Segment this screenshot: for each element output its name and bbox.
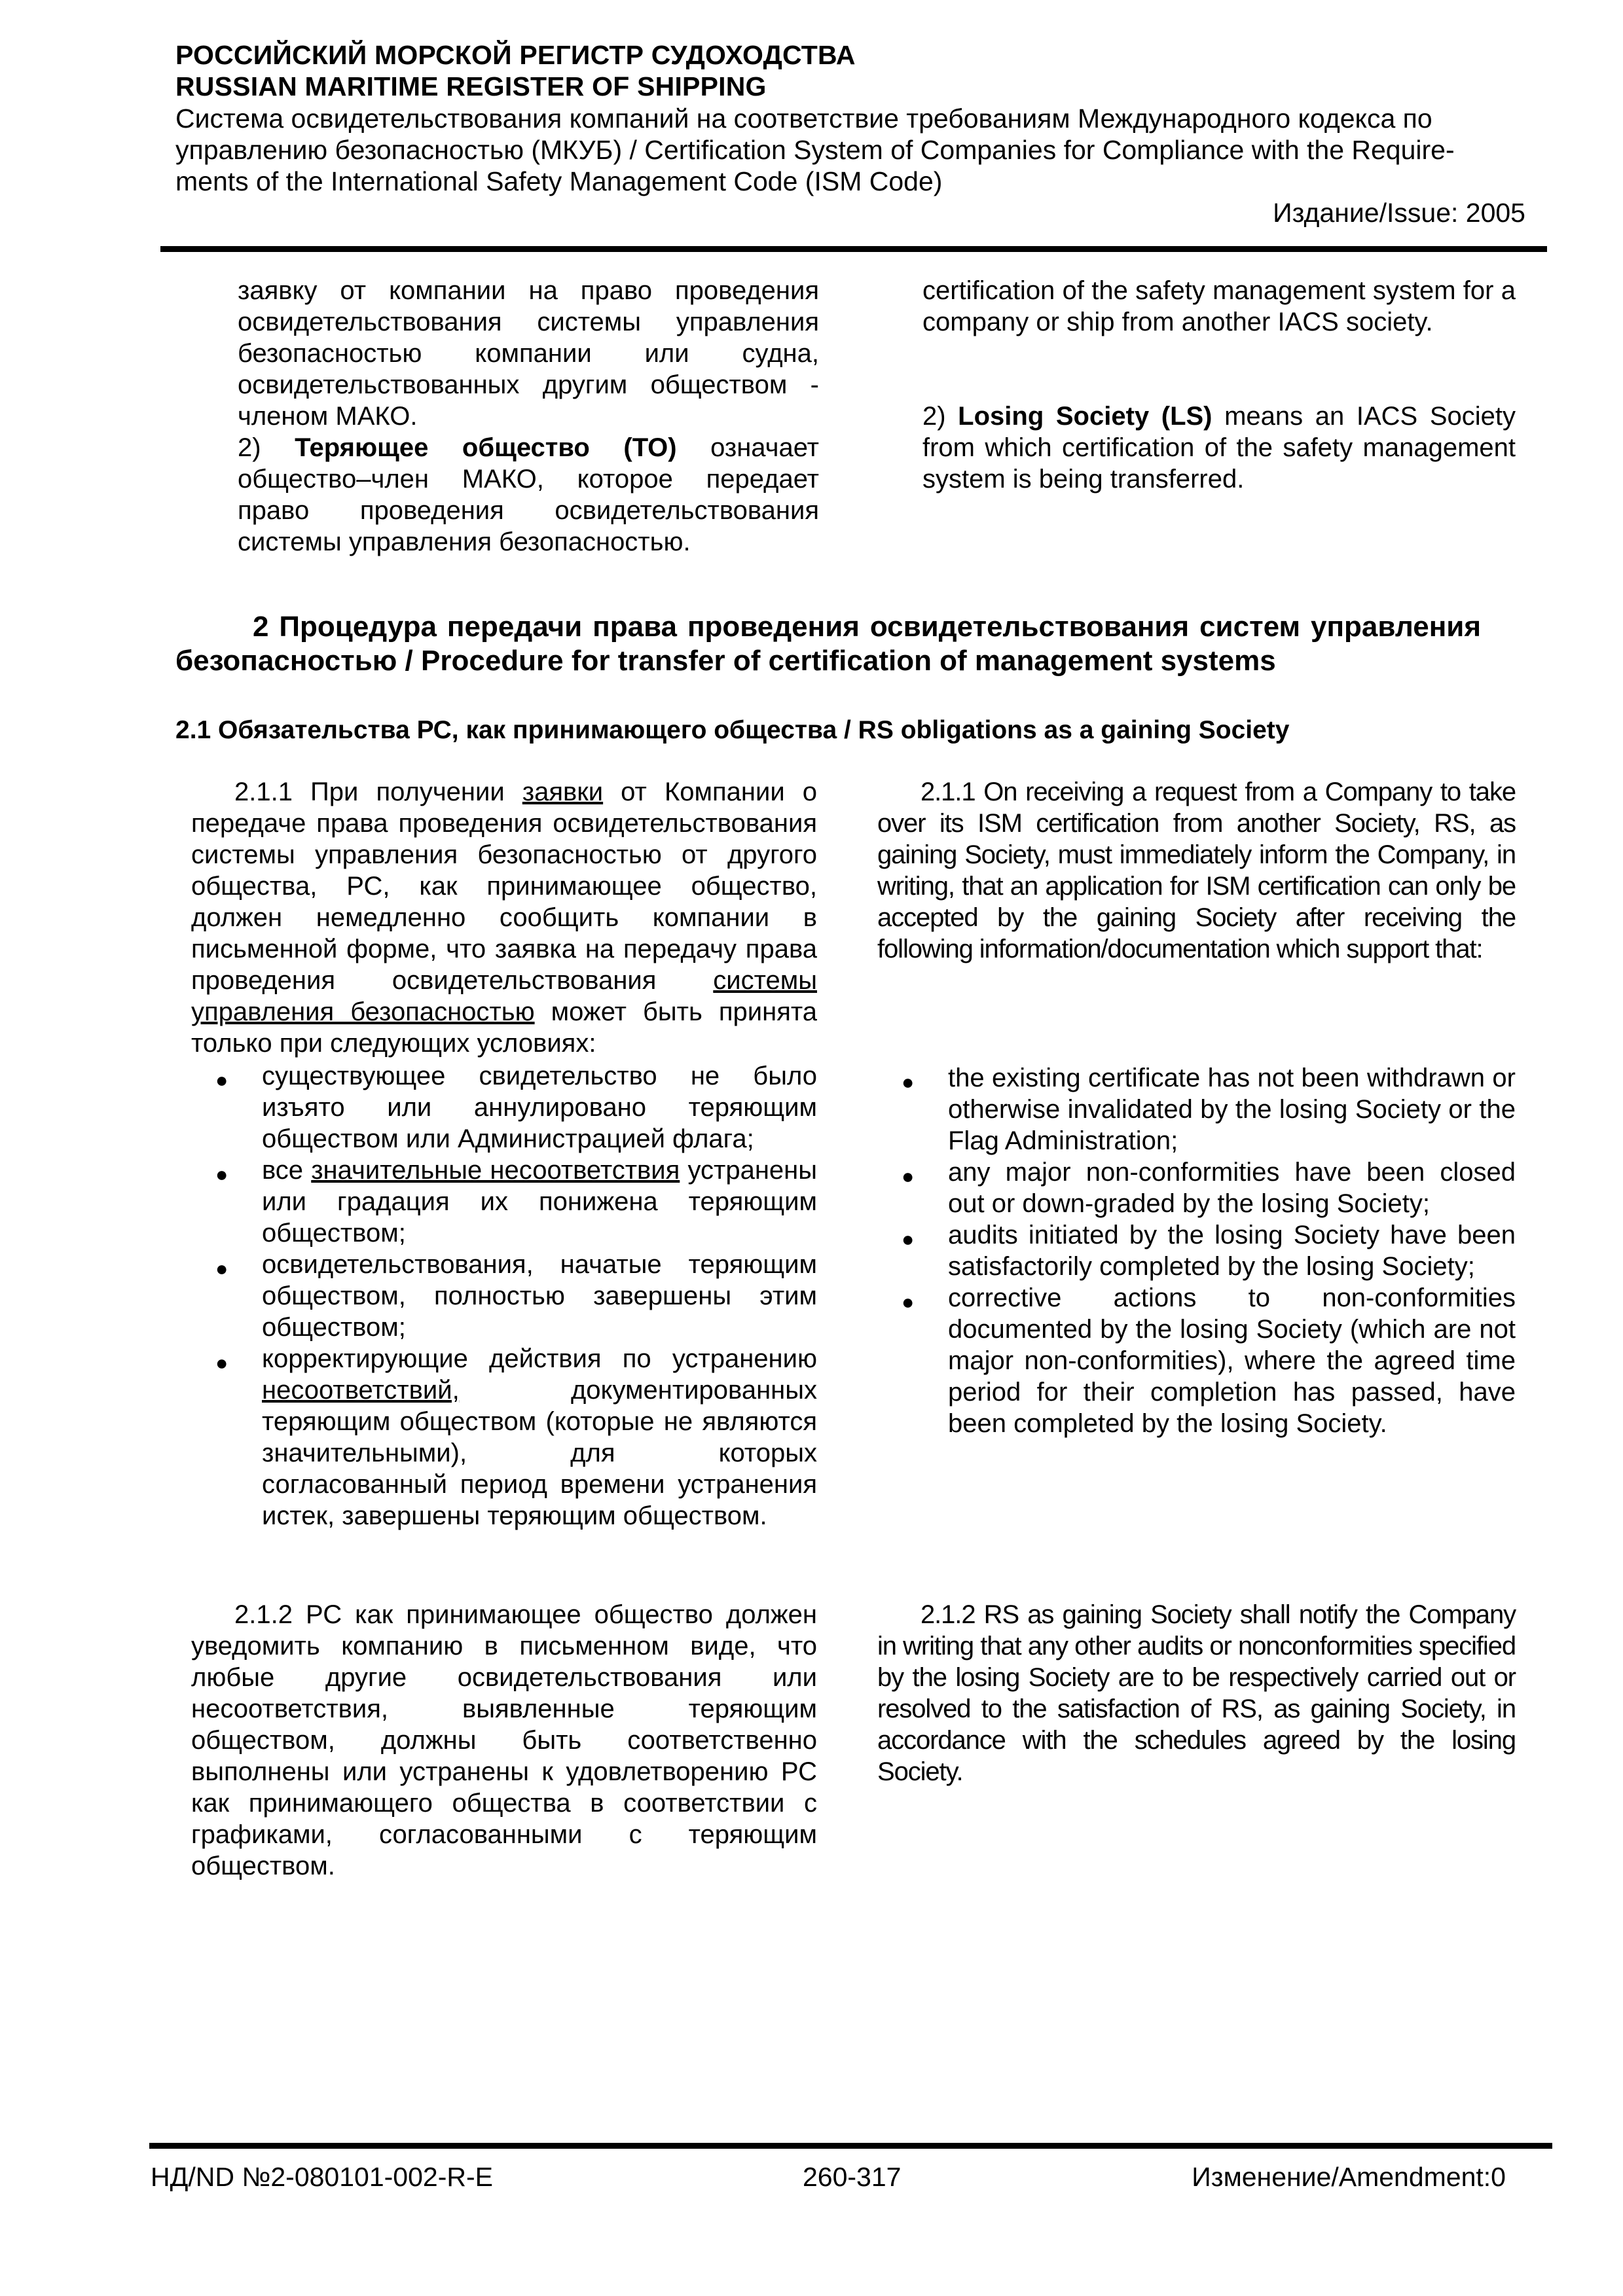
ru-term-nonconformities: несоответствий, bbox=[262, 1376, 460, 1405]
en-condition-2-text: any major non-conformities have been closed out or down-graded by the losing Society; bbox=[948, 1158, 1516, 1218]
en-def-term: Losing Society (LS) bbox=[958, 402, 1213, 431]
bullet-icon: ● bbox=[215, 1351, 228, 1374]
ru-condition-1-text: существующее свидетельство не было изъято или аннулировано теряющим обществом или Администрацией флага; bbox=[262, 1062, 817, 1153]
en-condition-2 bbox=[877, 1157, 1516, 1219]
clause-2-1-2-en bbox=[877, 1599, 1516, 1787]
en-condition-3-text: audits initiated by the losing Society have been satisfactorily completed by the losing Society; bbox=[948, 1221, 1516, 1281]
en-condition-3 bbox=[877, 1219, 1516, 1282]
clause-2-1-1-en-intro: 2.1.1 On receiving a request from a Company to take over its ISM certification from another Society, RS, as gaining Society, must immediately inform the Company, in writing, that an application for ISM certification can only be accepted by the gaining Society after receiving the following information/documentation which support that: bbox=[877, 778, 1516, 963]
en-condition-4-text: corrective actions to non-conformities documented by the losing Society (which are not major non-conformities), where the agreed time period for their completion has passed, have been completed by the losing Society. bbox=[948, 1283, 1516, 1438]
clause-2-1-1-ru bbox=[191, 776, 817, 1532]
ru-intro-part-b: от Компании о передаче права проведения освидетельствования системы управления безопасностью от другого общества, РС, как принимающее общество, должен немедленно сообщить компании в письменной форме, что заявка на передачу права проведения освидетельствования bbox=[191, 778, 817, 995]
clause-2-1-2-ru bbox=[191, 1599, 817, 1882]
header-divider bbox=[160, 246, 1547, 252]
bullet-icon: ● bbox=[902, 1070, 915, 1094]
top-ru-column bbox=[238, 275, 819, 558]
ru-condition-1 bbox=[191, 1060, 817, 1155]
en-definition-losing-society bbox=[922, 401, 1516, 495]
ru-condition-2-part-b: устранены или градация их понижена теряющим обществом; bbox=[262, 1156, 817, 1247]
system-title-line-2: управлению безопасностью (МКУБ) / Certification System of Companies for Compliance with the Require- bbox=[175, 135, 1455, 165]
clause-2-1-1-en-intro-block bbox=[877, 776, 1516, 965]
clause-2-1-2-ru-text: 2.1.2 РС как принимающее общество должен уведомить компанию в письменном виде, что любые другие освидетельствования или несоответствия, выявленные теряющим обществом, должны быть соответственно выполнены или устранены к удовлетворению РС как принимающего общества в соответствии с графиками, согласованными с теряющим обществом. bbox=[191, 1600, 817, 1880]
en-condition-4 bbox=[877, 1282, 1516, 1439]
ru-condition-2-part-a: все bbox=[262, 1156, 312, 1185]
footer-amendment: Изменение/Amendment:0 bbox=[1192, 2162, 1506, 2192]
ru-term-application: заявки bbox=[522, 778, 604, 806]
subsection-heading: 2.1 Обязательства РС, как принимающего общества / RS obligations as a gaining Society bbox=[175, 716, 1290, 744]
system-title-line-3: ments of the International Safety Management Code (ISM Code) bbox=[175, 166, 943, 196]
footer-divider bbox=[149, 2143, 1552, 2149]
issue-label: Издание/Issue: 2005 bbox=[1273, 198, 1525, 228]
en-def-text: means an IACS Society from which certification of the safety management system is being transferred. bbox=[922, 402, 1516, 493]
org-name-ru: РОССИЙСКИЙ МОРСКОЙ РЕГИСТР СУДОХОДСТВА bbox=[175, 40, 856, 70]
en-definition-continuation: certification of the safety management system for a company or ship from another IACS society. bbox=[922, 276, 1516, 336]
bullet-icon: ● bbox=[902, 1227, 915, 1251]
ru-term-safety-system: системы управления безопасностью bbox=[191, 966, 817, 1026]
ru-def-term: Теряющее общество (ТО) bbox=[295, 433, 677, 462]
bullet-icon: ● bbox=[902, 1164, 915, 1188]
top-en-column bbox=[922, 275, 1516, 495]
ru-intro-part-a: 2.1.1 При получении bbox=[234, 778, 522, 806]
bullet-icon: ● bbox=[215, 1068, 228, 1092]
bullet-icon: ● bbox=[215, 1257, 228, 1280]
ru-condition-4 bbox=[191, 1343, 817, 1532]
bullet-icon: ● bbox=[215, 1162, 228, 1186]
ru-condition-3-text: освидетельствования, начатые теряющим обществом, полностью завершены этим обществом; bbox=[262, 1250, 817, 1342]
clause-2-1-1-en-list-block bbox=[902, 1062, 1516, 1439]
ru-condition-4-part-a: корректирующие действия по устранению bbox=[262, 1344, 817, 1373]
ru-term-major-nc: значительные несоответствия bbox=[311, 1156, 680, 1185]
en-conditions-list bbox=[877, 1062, 1516, 1439]
system-title-line-1: Система освидетельствования компаний на соответствие требованиям Международного кодекса по bbox=[175, 103, 1432, 134]
footer-doc-number: НД/ND №2-080101-002-R-E bbox=[151, 2162, 493, 2192]
ru-intro-part-c: может быть принята только при следующих условиях: bbox=[191, 997, 817, 1058]
clause-2-1-1-ru-intro bbox=[191, 776, 817, 1059]
clause-2-1-2-en-text: 2.1.2 RS as gaining Society shall notify the Company in writing that any other audits or nonconformities specified by the losing Society are to be respectively carried out or resolved to the satisfaction of RS, as gaining Society, in accordance with the schedules agreed by the losing Society. bbox=[877, 1600, 1516, 1786]
ru-conditions-list bbox=[191, 1060, 817, 1532]
en-def-number: 2) bbox=[922, 402, 958, 431]
ru-definition-continuation: заявку от компании на право проведения освидетельствования системы управления безопасностью компании или судна, освидетельствованных другим обществом - членом МАКО. bbox=[238, 276, 819, 431]
ru-def-number: 2) bbox=[238, 433, 295, 462]
en-condition-1-text: the existing certificate has not been withdrawn or otherwise invalidated by the losing Society or the Flag Administration; bbox=[948, 1064, 1516, 1155]
ru-condition-3 bbox=[191, 1249, 817, 1343]
ru-definition-losing-society bbox=[238, 432, 819, 558]
footer-page-number: 260-317 bbox=[803, 2162, 902, 2192]
ru-condition-2 bbox=[191, 1155, 817, 1249]
bullet-icon: ● bbox=[902, 1290, 915, 1314]
ru-def-text: означает общество–член МАКО, которое передает право проведения освидетельствования системы управления безопасностью. bbox=[238, 433, 819, 556]
org-name-en: RUSSIAN MARITIME REGISTER OF SHIPPING bbox=[175, 71, 767, 101]
section-heading: 2 Процедура передачи права проведения освидетельствования систем управления безопасностью / Procedure for transfer of certification of management systems bbox=[175, 611, 1481, 677]
en-condition-1 bbox=[877, 1062, 1516, 1157]
ru-condition-4-part-b: документированных теряющим обществом (которые не являются значительными), для которых согласованный период времени устранения истек, завершены теряющим обществом. bbox=[262, 1376, 817, 1530]
